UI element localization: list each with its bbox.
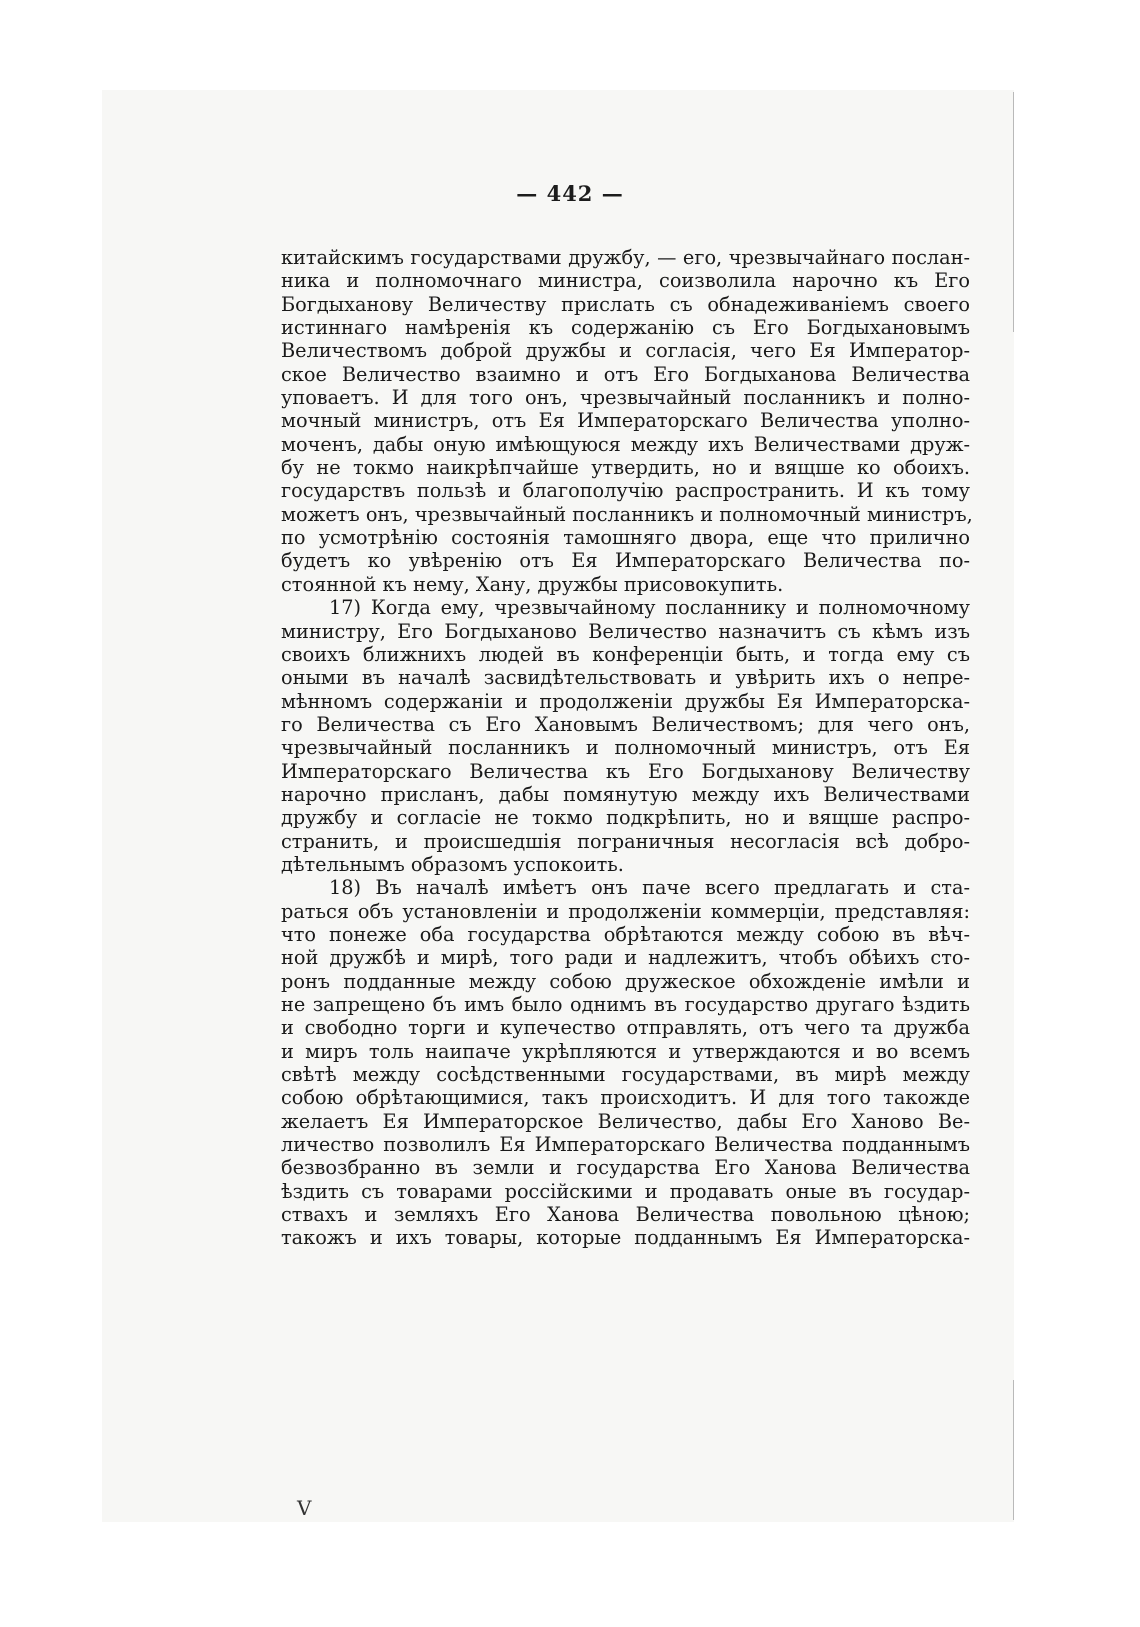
text-line: свѣтѣ между сосѣдственными государствами, въ мирѣ между	[281, 1063, 970, 1087]
text-line: истиннаго намѣренія къ содержанію съ Его Богдыхановымъ	[281, 316, 970, 340]
text-line: что понеже оба государства обрѣтаются между собою въ вѣч-	[281, 922, 970, 946]
page-edge-line	[1013, 1380, 1014, 1520]
text-line: и миръ толь наипаче укрѣпляются и утверждаются и во всемъ	[281, 1039, 970, 1063]
text-line: по усмотрѣнію состоянія тамошняго двора, еще что прилично	[281, 526, 970, 550]
paragraph-start-17: 17) Когда ему, чрезвычайному посланнику и полномочному	[329, 596, 970, 620]
text-line: го Величества съ Его Хановымъ Величествомъ; для чего онъ,	[281, 712, 970, 736]
margin-mark: V	[297, 1496, 312, 1520]
text-line: чрезвычайный посланникъ и полномочный министръ, отъ Ея	[281, 736, 970, 760]
text-line: оными въ началѣ засвидѣтельствовать и увѣрить ихъ о непре-	[281, 666, 970, 690]
text-line: нарочно присланъ, дабы помянутую между ихъ Величествами	[281, 782, 970, 806]
text-line: ствахъ и земляхъ Его Ханова Величества повольною цѣною;	[281, 1203, 970, 1227]
text-line: моченъ, дабы оную имѣющуюся между ихъ Величествами друж-	[281, 432, 970, 456]
page-number: — 442 —	[516, 181, 624, 206]
paragraph-start-18: 18) Въ началѣ имѣетъ онъ паче всего предлагать и ста-	[329, 876, 970, 900]
text-line: дружбу и согласіе не токмо подкрѣпить, но и вящше распро-	[281, 806, 970, 830]
text-line: Богдыханову Величеству прислать съ обнадеживаніемъ своего	[281, 292, 970, 316]
body-text	[281, 246, 973, 1250]
text-line: Величествомъ доброй дружбы и согласія, чего Ея Император-	[281, 339, 970, 363]
text-line: собою обрѣтающимися, такъ происходитъ. И для того такожде	[281, 1086, 970, 1110]
text-line: странить, и происшедшія пограничныя несогласія всѣ добро-	[281, 829, 970, 853]
text-line: можетъ онъ, чрезвычайный посланникъ и полномочный министръ,	[281, 502, 973, 526]
text-line: безвозбранно въ земли и государства Его Ханова Величества	[281, 1156, 970, 1180]
text-line: ронъ подданные между собою дружеское обхожденіе имѣли и	[281, 969, 970, 993]
text-line: мочный министръ, отъ Ея Императорскаго Величества уполно-	[281, 409, 970, 433]
text-line: министру, Его Богдыханово Величество назначитъ съ кѣмъ изъ	[281, 619, 970, 643]
text-line: уповаетъ. И для того онъ, чрезвычайный посланникъ и полно-	[281, 386, 970, 410]
text-line: бу не токмо наикрѣпчайше утвердить, но и вящше ко обоихъ.	[281, 456, 970, 480]
text-line: такожъ и ихъ товары, которые подданнымъ Ея Императорска-	[281, 1226, 970, 1250]
text-line: личество позволилъ Ея Императорскаго Величества подданнымъ	[281, 1133, 970, 1157]
text-line: и свободно торги и купечество отправлять, отъ чего та дружба	[281, 1016, 970, 1040]
text-line: ѣздить съ товарами россійскими и продавать оные въ государ-	[281, 1179, 970, 1203]
text-line: дѣтельнымъ образомъ успокоить.	[281, 852, 624, 876]
text-line: ника и полномочнаго министра, соизволила нарочно къ Его	[281, 269, 970, 293]
page-edge-line	[1013, 92, 1014, 332]
text-line: государствъ пользѣ и благополучію распространить. И къ тому	[281, 479, 970, 503]
text-line: своихъ ближнихъ людей въ конференціи быть, и тогда ему съ	[281, 642, 970, 666]
text-line: раться объ установленіи и продолженіи коммерціи, представляя:	[281, 899, 970, 923]
text-line: стоянной къ нему, Хану, дружбы присовокупить.	[281, 572, 784, 596]
text-line: китайскимъ государствами дружбу, — его, чрезвычайнаго послан-	[281, 246, 970, 269]
text-line: будетъ ко увѣренію отъ Ея Императорскаго Величества по-	[281, 549, 970, 573]
text-line: мѣнномъ содержаніи и продолженіи дружбы Ея Императорска-	[281, 689, 970, 713]
text-line: не запрещено бъ имъ было однимъ въ государство другаго ѣздить	[281, 993, 970, 1016]
text-line: желаетъ Ея Императорское Величество, дабы Его Ханово Ве-	[281, 1109, 970, 1133]
text-line: ское Величество взаимно и отъ Его Богдыханова Величества	[281, 362, 970, 386]
text-line: Императорскаго Величества къ Его Богдыханову Величеству	[281, 759, 970, 783]
text-line: ной дружбѣ и мирѣ, того ради и надлежитъ, чтобъ обѣихъ сто-	[281, 946, 970, 970]
